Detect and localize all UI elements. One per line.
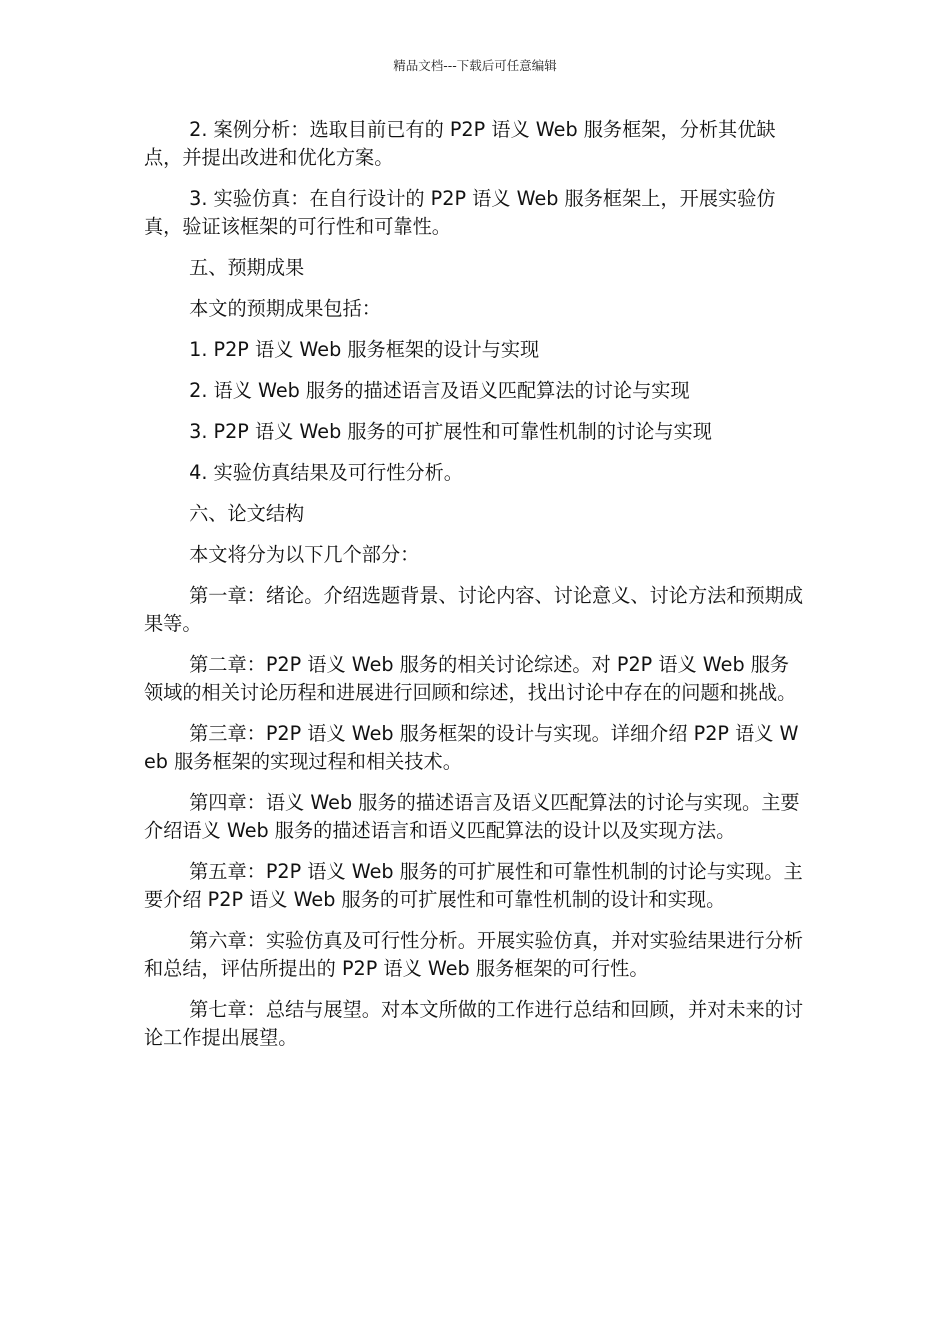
paragraph-structure-intro: 本文将分为以下几个部分：	[189, 543, 420, 566]
chapter-1-description: 第一章：绪论。介绍选题背景、讨论内容、讨论意义、讨论方法和预期成果等。	[144, 584, 804, 635]
paragraph-experiment-simulation: 3. 实验仿真：在自行设计的 P2P 语义 Web 服务框架上，开展实验仿真，验证该框架的可行性和可靠性。	[144, 187, 776, 238]
list-item-result-3: 3. P2P 语义 Web 服务的可扩展性和可靠性机制的讨论与实现	[189, 420, 712, 443]
chapter-7-description: 第七章：总结与展望。对本文所做的工作进行总结和回顾，并对未来的讨论工作提出展望。	[144, 998, 804, 1049]
page-header: 精品文档---下载后可任意编辑	[393, 58, 557, 73]
section-heading-expected-results: 五、预期成果	[189, 256, 305, 279]
list-item-result-2: 2. 语义 Web 服务的描述语言及语义匹配算法的讨论与实现	[189, 379, 690, 402]
section-heading-thesis-structure: 六、论文结构	[189, 502, 305, 525]
list-item-result-1: 1. P2P 语义 Web 服务框架的设计与实现	[189, 338, 540, 361]
document-body	[144, 116, 806, 1065]
chapter-3-description: 第三章：P2P 语义 Web 服务框架的设计与实现。详细介绍 P2P 语义 Web 服务框架的实现过程和相关技术。	[144, 722, 799, 773]
chapter-4-description: 第四章：语义 Web 服务的描述语言及语义匹配算法的讨论与实现。主要介绍语义 Web 服务的描述语言和语义匹配算法的设计以及实现方法。	[144, 791, 800, 842]
chapter-2-description: 第二章：P2P 语义 Web 服务的相关讨论综述。对 P2P 语义 Web 服务领域的相关讨论历程和进展进行回顾和综述，找出讨论中存在的问题和挑战。	[144, 653, 797, 704]
chapter-5-description: 第五章：P2P 语义 Web 服务的可扩展性和可靠性机制的讨论与实现。主要介绍 P2P 语义 Web 服务的可扩展性和可靠性机制的设计和实现。	[144, 860, 803, 911]
chapter-6-description: 第六章：实验仿真及可行性分析。开展实验仿真，并对实验结果进行分析和总结，评估所提出的 P2P 语义 Web 服务框架的可行性。	[144, 929, 804, 980]
list-item-result-4: 4. 实验仿真结果及可行性分析。	[189, 461, 463, 484]
paragraph-case-analysis: 2. 案例分析：选取目前已有的 P2P 语义 Web 服务框架，分析其优缺点，并提出改进和优化方案。	[144, 118, 776, 169]
paragraph-results-intro: 本文的预期成果包括：	[189, 297, 381, 320]
